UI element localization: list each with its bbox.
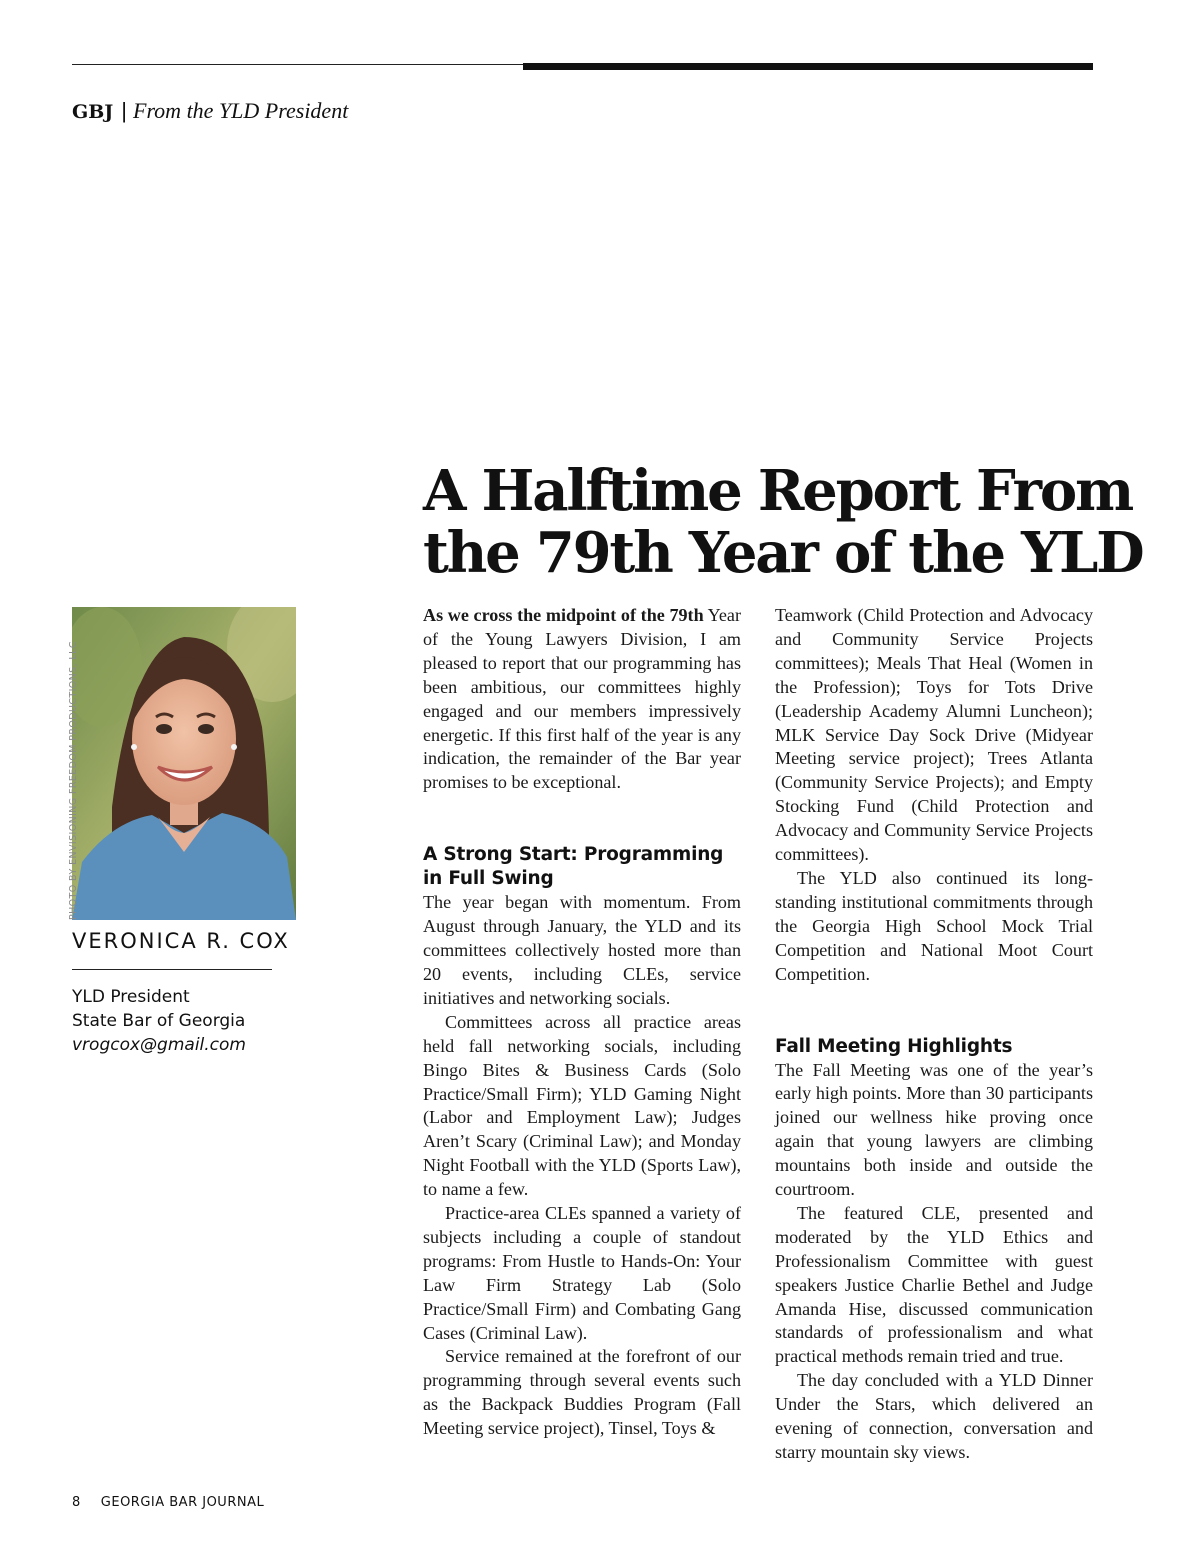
author-portrait (72, 607, 296, 920)
running-header (72, 96, 348, 127)
body-paragraph: The day concluded with a YLD Dinner Under the Stars, which delivered an evening of connection, conversation and starry mountain sky views. (775, 1370, 1093, 1462)
photo-credit: PHOTO BY ENVISIONING FREEDOM PRODUCTIONS, LLC (68, 641, 79, 920)
author-email[interactable]: vrogcox@gmail.com (72, 1035, 246, 1055)
portrait-photo (72, 607, 296, 920)
subheading-strong-start: A Strong Start: Programming in Full Swing (423, 844, 724, 890)
intro-lead-in: As we cross the midpoint of the 79th (423, 605, 704, 625)
page-number: 8 (72, 1495, 81, 1510)
magazine-logo: GBJ (72, 101, 114, 123)
body-paragraph: The featured CLE, presented and moderated by the YLD Ethics and Professionalism Committee with guest speakers Justice Charlie Bethel and Judge Amanda Hise, discussed communication standards of professionalism and what practical methods remain tried and true. (775, 1202, 1093, 1367)
body-paragraph: The year began with momentum. From August through January, the YLD and its committees collectively hosted more than 20 events, including CLEs, service initiatives and networking socials. (423, 892, 741, 1008)
body-paragraph: Committees across all practice areas held fall networking socials, including Bingo Bites & Business Cards (Solo Practice/Small Firm); YLD Gaming Night (Labor and Employment Law); Judges Aren’t Scary (Criminal Law); and Monday Night Football with the YLD (Sports Law), to name a few. (423, 1011, 741, 1200)
author-details (72, 985, 246, 1057)
publication-name: GEORGIA BAR JOURNAL (100, 1495, 265, 1510)
body-paragraph: Practice-area CLEs spanned a variety of subjects including a couple of standout programs: From Hustle to Hands-On: Your Law Firm Strategy Lab (Solo Practice/Small Firm) and Combating Gang Cases (Criminal Law). (423, 1203, 741, 1343)
article-title (423, 458, 1143, 586)
article-column-left (423, 604, 741, 1441)
body-paragraph-continued: Teamwork (Child Protection and Advocacy and Community Service Projects committees); Meals That Heal (Women in the Profession); Toys for Tots Drive (Leadership Academy Alumni Luncheon); MLK Service Day Sock Drive (Midyear Meeting service project); Trees Atlanta (Community Service Projects); and Empty Stocking Fund (Child Protection and Advocacy and Community Service Projects committees). (775, 605, 1093, 865)
section-name: From the YLD President (133, 98, 349, 123)
page-footer (72, 1495, 264, 1510)
subheading-fall-meeting: Fall Meeting Highlights (775, 1035, 1013, 1057)
header-separator: | (121, 98, 127, 123)
author-organization: State Bar of Georgia (72, 1011, 246, 1031)
title-line-1: A Halftime Report From (423, 458, 1133, 524)
article-column-right (775, 604, 1093, 1465)
author-role: YLD President (72, 987, 190, 1007)
body-paragraph: The Fall Meeting was one of the year’s early high points. More than 30 participants joined our wellness hike proving once again that young lawyers are climbing mountains both inside and outside the courtroom. (775, 1059, 1093, 1200)
intro-text: Year of the Young Lawyers Division, I am pleased to report that our programming has been ambitious, our committees highly engaged and our members impressively energetic. If this first half of the year is any indication, the remainder of the Bar year promises to be exceptional. (423, 605, 741, 793)
title-line-2: the 79th Year of the YLD (423, 520, 1143, 586)
header-accent-bar (523, 63, 1093, 70)
author-name-rule (72, 969, 272, 970)
author-name: VERONICA R. COX (72, 929, 290, 953)
intro-paragraph (423, 604, 741, 795)
body-paragraph: Service remained at the forefront of our programming through several events such as the Backpack Buddies Program (Fall Meeting service project), Tinsel, Toys & (423, 1346, 741, 1439)
body-paragraph: The YLD also continued its long-standing institutional commitments through the Georgia High School Mock Trial Competition and National Moot Court Competition. (775, 867, 1093, 984)
